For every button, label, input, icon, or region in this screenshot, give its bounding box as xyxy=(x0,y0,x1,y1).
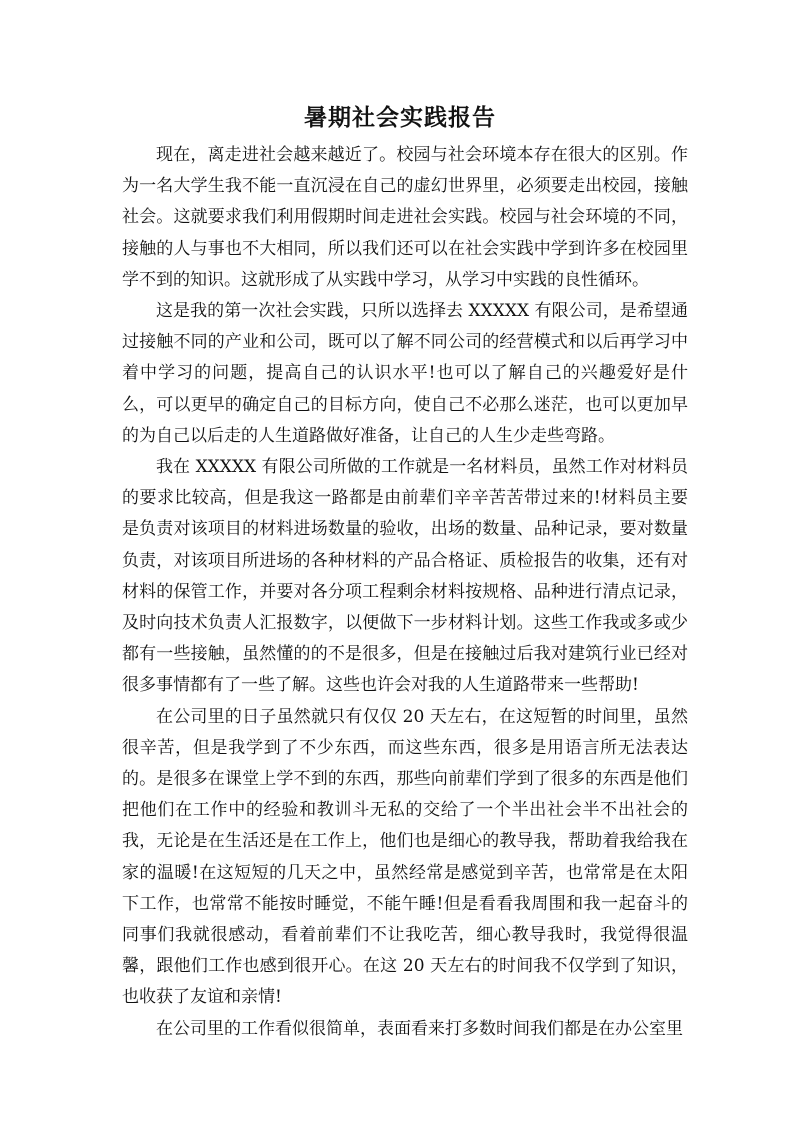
paragraph: 在公司里的日子虽然就只有仅仅 20 天左右，在这短暂的时间里，虽然很辛苦，但是我学到了不少东西，而这些东西，很多是用语言所无法表达的。是很多在课堂上学不到的东西，那些向前辈们学到了很多的东西是他们把他们在工作中的经验和教训斗无私的交给了一个半出社会半不出社会的我，无论是在生活还是在工作上，他们也是细心的教导我，帮助着我给我在家的温暖!在这短短的几天之中，虽然经常是感觉到辛苦，也常常是在太阳下工作，也常常不能按时睡觉，不能午睡!但是看看我周围和我一起奋斗的同事们我就很感动，看着前辈们不让我吃苦，细心教导我时，我觉得很温馨，跟他们工作也感到很开心。在这 20 天左右的时间我不仅学到了知识，也收获了友谊和亲情! xyxy=(122,706,688,1008)
paragraph: 现在，离走进社会越来越近了。校园与社会环境本存在很大的区别。作为一名大学生我不能一直沉浸在自己的虚幻世界里，必须要走出校园，接触社会。这就要求我们利用假期时间走进社会实践。校园与社会环境的不同，接触的人与事也不大相同，所以我们还可以在社会实践中学到许多在校园里学不到的知识。这就形成了从实践中学习，从学习中实践的良性循环。 xyxy=(122,145,688,290)
paragraph: 这是我的第一次社会实践，只所以选择去 XXXXX 有限公司，是希望通过接触不同的产业和公司，既可以了解不同公司的经营模式和以后再学习中着中学习的问题，提高自己的认识水平!也可以了解自己的兴趣爱好是什么，可以更早的确定自己的目标方向，使自己不必那么迷茫，也可以更加早的为自己以后走的人生道路做好准备，让自己的人生少走些弯路。 xyxy=(122,301,688,446)
document-title: 暑期社会实践报告 xyxy=(304,104,496,131)
paragraph: 我在 XXXXX 有限公司所做的工作就是一名材料员，虽然工作对材料员的要求比较高，但是我这一路都是由前辈们辛辛苦苦带过来的!材料员主要是负责对该项目的材料进场数量的验收，出场的数量、品种记录，要对数量负责，对该项目所进场的各种材料的产品合格证、质检报告的收集，还有对材料的保管工作，并要对各分项工程剩余材料按规格、品种进行清点记录，及时向技术负责人汇报数字，以便做下一步材料计划。这些工作我或多或少都有一些接触，虽然懂的的不是很多，但是在接触过后我对建筑行业已经对很多事情都有了一些了解。这些也许会对我的人生道路带来一些帮助! xyxy=(122,457,688,696)
document-body xyxy=(122,140,688,1045)
paragraph: 在公司里的工作看似很简单，表面看来打多数时间我们都是在办公室里 xyxy=(156,1018,683,1039)
